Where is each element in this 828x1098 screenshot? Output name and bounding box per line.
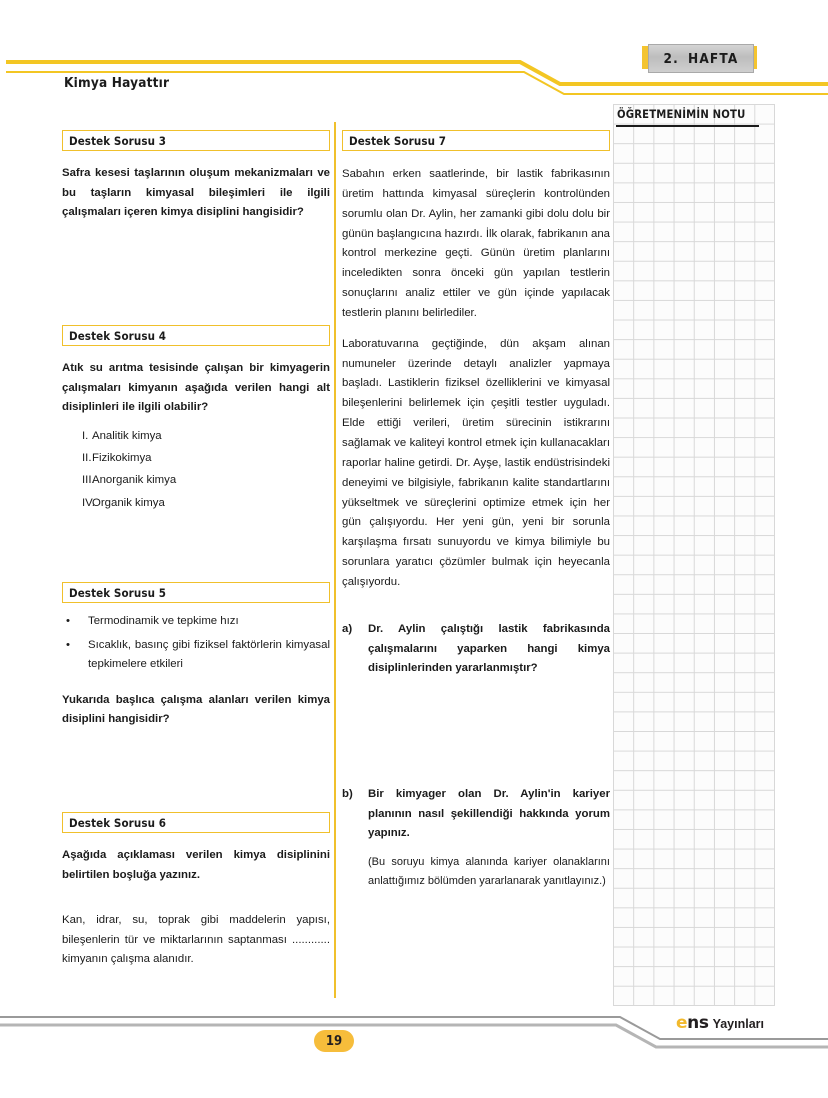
- sub-b-text: Bir kimyager olan Dr. Aylin'in kariyer planının nasıl şekillendiği hakkında yorum yapınız.: [368, 788, 610, 840]
- question-6-body: Kan, idrar, su, toprak gibi maddelerin yapısı, bileşenlerin tür ve miktarlarının saptanması ............ kimyanın çalışma alanıdır.: [62, 914, 330, 966]
- question-block-6: [62, 812, 330, 970]
- bullet-glyph: •: [66, 638, 70, 651]
- list-item: [62, 636, 330, 675]
- question-7-sub-b: [342, 785, 610, 891]
- week-label: HAFTA: [687, 50, 739, 67]
- question-6-stem: Aşağıda açıklaması verilen kimya disiplinini belirtilen boşluğa yazınız.: [62, 849, 330, 881]
- question-7-sub-a: [342, 620, 610, 679]
- question-block-5: [62, 582, 330, 730]
- option-numeral: II.: [82, 452, 92, 465]
- teacher-note-grid[interactable]: [613, 104, 775, 1006]
- column-divider: [334, 122, 336, 998]
- question-7-label: Destek Sorusu 7: [349, 133, 447, 148]
- question-4-label-box: [62, 325, 330, 346]
- week-badge: [648, 44, 754, 73]
- question-5-label: Destek Sorusu 5: [69, 585, 167, 600]
- question-7-paragraph-2: Laboratuvarına geçtiğinde, dün akşam alınan numuneler üzerinde detaylı analizler yapmaya başladı. Lastiklerin fiziksel özelliklerini ve kimyasal bileşenlerini belirlemek için çeşitli testler uyguladı. Elde ettiği verileri, üretim sürecinin istikrarını sağlamak ve kaliteyi kontrol etmek için kullanacakları raporlar haline getirdi. Dr. Ayşe, lastik endüstrisindeki deneyimi ve bilgisiyle, fabrikanın kalite standartlarını yükseltmek ve süreçlerini optimize etmek için her gün çalışıyordu. Her yeni gün, yeni bir sorunla karşılaşma fırsatı sunuyordu ve kimya bilimiyle bu sorunlara yaratıcı çözümler bulmak için heyecanla çalışıyordu.: [342, 337, 610, 588]
- teacher-note-title: ÖĞRETMENİMİN NOTU: [617, 108, 746, 121]
- question-3-label-box: [62, 130, 330, 151]
- list-item: [62, 612, 330, 632]
- list-item: [62, 492, 330, 514]
- page-title: Kimya Hayattır: [64, 75, 170, 91]
- question-5-stem: Yukarıda başlıca çalışma alanları verilen kimya disiplini hangisidir?: [62, 693, 330, 726]
- bullet-glyph: •: [66, 615, 70, 627]
- question-4-label: Destek Sorusu 4: [69, 328, 167, 343]
- question-3-stem: Safra kesesi taşlarının oluşum mekanizmaları ve bu taşların kimyasal bileşimleri ile ilgili çalışmaları içeren kimya disiplini hangisidir?: [62, 167, 330, 219]
- sub-a-marker: a): [342, 623, 353, 635]
- option-text: Analitik kimya: [92, 429, 162, 442]
- question-7-label-box: [342, 130, 610, 151]
- question-5-bullets: [62, 612, 330, 675]
- option-text: Organik kimya: [92, 496, 165, 509]
- bullet-text: Sıcaklık, basınç gibi fiziksel faktörlerin kimyasal tepkimelere etkileri: [88, 638, 330, 671]
- question-4-options: [62, 425, 330, 514]
- question-3-label: Destek Sorusu 3: [69, 133, 167, 148]
- publisher-mark-ns: ns: [687, 1013, 709, 1033]
- page-number-badge: 19: [314, 1030, 354, 1052]
- question-6-label-box: [62, 812, 330, 833]
- teacher-note-panel[interactable]: [613, 104, 775, 1006]
- question-4-stem: Atık su arıtma tesisinde çalışan bir kimyagerin çalışmaları kimyanın aşağıda verilen hangi alt disiplinleri ile ilgili olabilir?: [62, 362, 330, 414]
- teacher-note-underline: [616, 125, 759, 127]
- publisher-logo: [676, 1013, 764, 1033]
- week-number: 2.: [663, 50, 679, 67]
- sub-b-note: (Bu soruyu kimya alanında kariyer olanaklarını anlattığımız bölümden yararlanarak yanıtlayınız.): [368, 855, 610, 887]
- option-text: Fizikokimya: [92, 452, 152, 465]
- option-numeral: IV.: [82, 496, 95, 509]
- sub-b-marker: b): [342, 788, 353, 800]
- question-block-7: [342, 130, 610, 593]
- sub-a-text: Dr. Aylin çalıştığı lastik fabrikasında çalışmalarını yaparken hangi kimya disiplinlerinden yararlanmıştır?: [368, 623, 610, 675]
- list-item: [62, 425, 330, 447]
- publisher-mark-e: e: [676, 1013, 688, 1033]
- question-6-label: Destek Sorusu 6: [69, 815, 167, 830]
- option-text: Anorganik kimya: [92, 474, 177, 487]
- option-numeral: III.: [82, 474, 95, 487]
- publisher-word: Yayınları: [712, 1017, 764, 1031]
- question-block-4: [62, 325, 330, 514]
- question-5-label-box: [62, 582, 330, 603]
- list-item: [62, 447, 330, 469]
- list-item: [62, 469, 330, 491]
- question-7-paragraph-1: Sabahın erken saatlerinde, bir lastik fabrikasının üretim hattında kimyasal süreçlerin kontrolünden sorumlu olan Dr. Aylin, her zamanki gibi dolu dolu bir günün başlangıcına hazırdı. İlk olarak, fabrikanın ana kontrol merkezine geçti. Günün üretim planlarını inceledikten sonra önceki gün yapılan testlerin sonuçlarını analiz ettiler ve gün içinde yapılacak testlerin planını belirlediler.: [342, 168, 610, 319]
- question-block-3: [62, 130, 330, 223]
- option-numeral: I.: [82, 429, 89, 442]
- bullet-text: Termodinamik ve tepkime hızı: [88, 615, 239, 627]
